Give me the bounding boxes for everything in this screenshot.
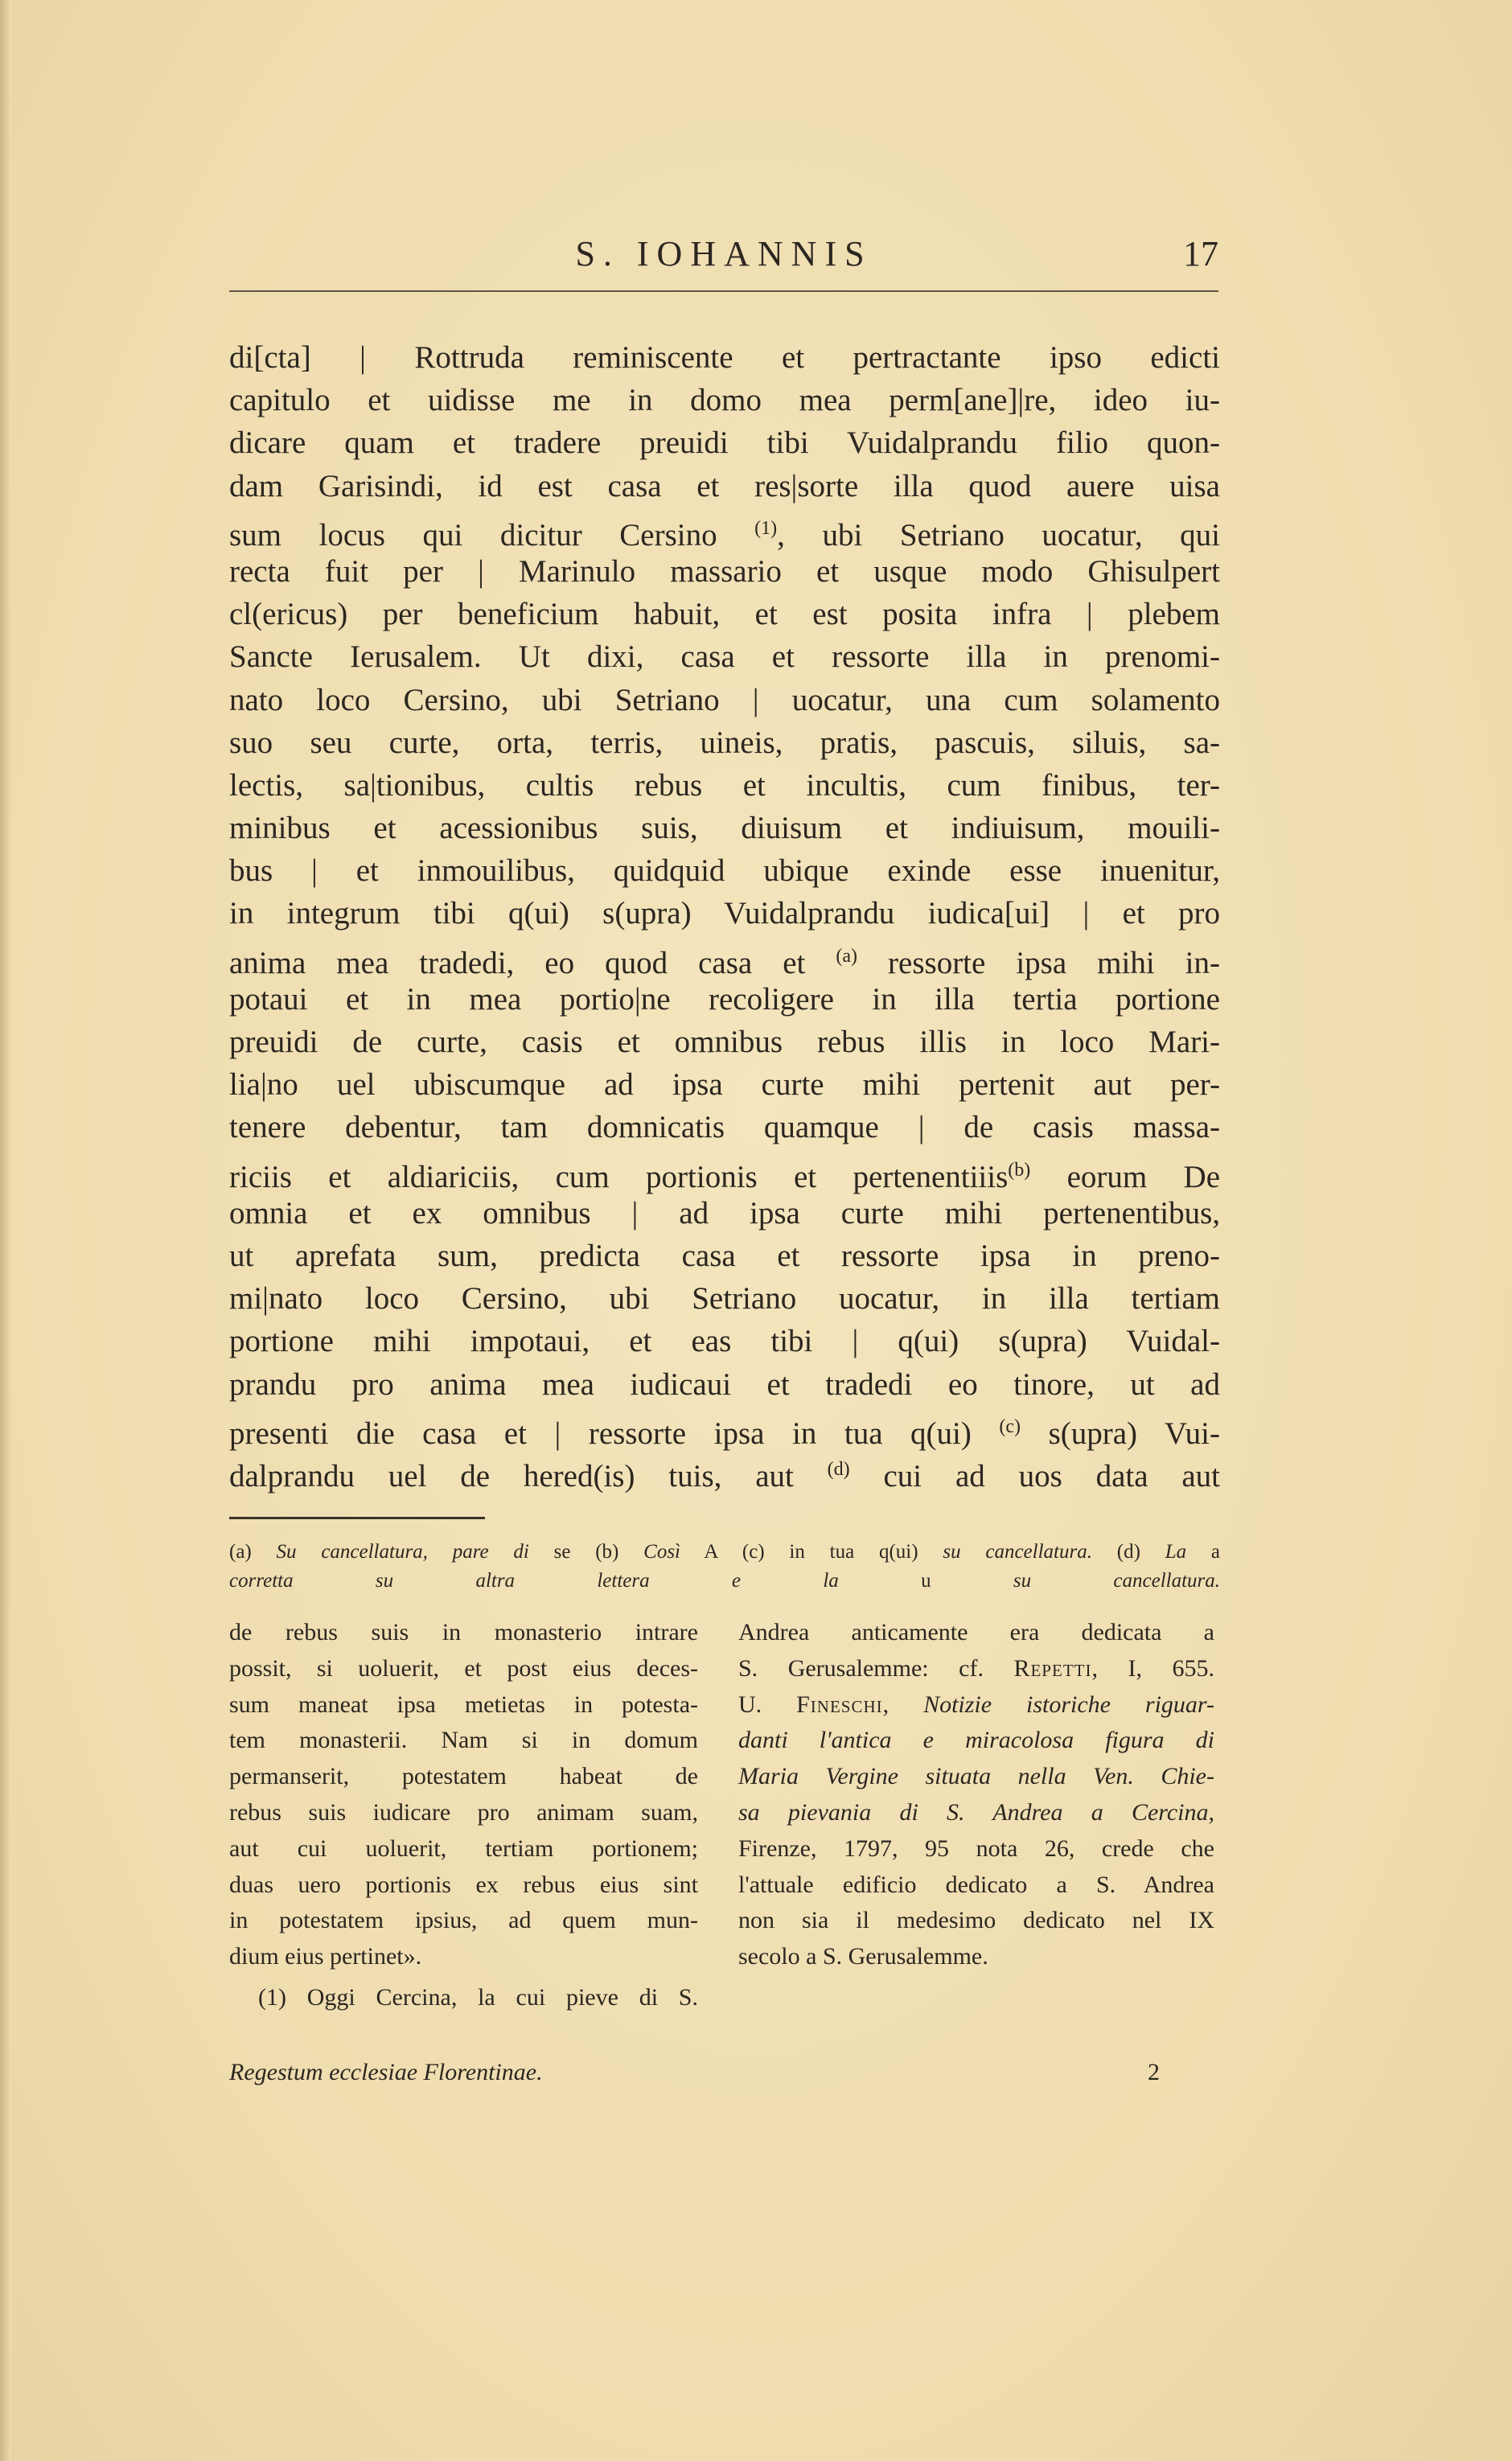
text-segment: tenere debentur, tam domnicatis quamque | de casis massa- [229,1110,1220,1145]
text-line [738,1615,1214,1651]
text-segment: Andrea anticamente era dedicata a [738,1619,1214,1645]
text-segment: Repetti [1013,1654,1092,1682]
text-segment: preuidi de curte, casis et omnibus rebus illis in loco Mari- [229,1025,1220,1059]
text-segment: U. [738,1691,797,1718]
text-segment: bus | et inmouilibus, quidquid ubique exinde esse inuenitur, [229,853,1220,889]
text-segment: portione mihi impotaui, et eas tibi | q(ui) s(upra) Vuidal- [229,1324,1220,1359]
text-line [738,1831,1214,1867]
text-line [229,550,1220,593]
signature-mark: 2 [1148,2059,1160,2085]
text-segment: in integrum tibi q(ui) s(upra) Vuidalprandu iudica[ui] | et pro [229,896,1220,931]
text-line [229,593,1220,635]
text-segment: permanserit, potestatem habeat de [229,1763,698,1790]
text-line [229,465,1220,507]
text-line [229,1831,698,1867]
text-line [229,1192,1220,1235]
text-segment: sa pievania di S. Andrea a Cercina, [738,1798,1214,1826]
text-line [229,764,1220,807]
text-line [738,1687,1214,1724]
text-line [738,1759,1214,1795]
footnote-marker: (c) [999,1415,1021,1437]
text-segment: (1) Oggi Cercina, la cui pieve di S. [258,1983,698,2011]
text-line [229,507,1220,553]
text-segment: lia|no uel ubiscumque ad ipsa curte mihi pertenit aut per- [229,1067,1220,1103]
text-segment: dicare quam et tradere preuidi tibi Vuidalprandu filio quon- [229,425,1220,461]
text-segment: , ubi Setriano uocatur, qui [777,517,1220,553]
text-segment: a [1186,1541,1220,1563]
text-line [738,1723,1214,1759]
text-line [229,1615,698,1651]
text-segment: tem monasterii. Nam si in domum [229,1727,698,1754]
text-line [229,849,1220,892]
text-segment: capitulo et uidisse me in domo mea perm[ane]|re, ideo iu- [229,383,1220,418]
text-segment: ut aprefata sum, predicta casa et ressorte ipsa in preno- [229,1238,1220,1273]
text-line [229,892,1220,935]
footnote-column-left [229,1615,698,2016]
text-line [229,336,1220,379]
text-segment: mi|nato loco Cersino, ubi Setriano uocatur, in illa tertiam [229,1281,1220,1317]
text-line [229,1980,698,2016]
text-segment: dam Garisindi, id est casa et res|sorte illa quod auere uisa [229,468,1220,503]
text-segment: dalprandu uel de hered(is) tuis, aut [229,1458,828,1493]
text-segment: aut cui uoluerit, tertiam portionem; [229,1834,698,1862]
text-line [229,1277,1220,1320]
text-line [229,1687,698,1724]
running-title: S. IOHANNIS [575,234,873,273]
text-segment: corretta su altra lettera e la [229,1570,839,1592]
text-segment: non sia il medesimo dedicato nel IX [738,1907,1214,1934]
text-segment: , I, 655. [1091,1654,1214,1682]
text-segment: Così [643,1541,681,1563]
text-segment: presenti die casa et | ressorte ipsa in tua q(ui) [229,1415,1000,1451]
text-line [229,1320,1220,1362]
text-segment: secolo a S. Gerusalemme. [738,1943,988,1970]
text-line [738,1651,1214,1687]
text-segment: di[cta] | Rottruda reminiscente et pertractante ipso edicti [229,340,1220,375]
text-line [229,1567,1220,1596]
text-segment: su cancellatura. [1013,1570,1221,1592]
text-segment: sum maneat ipsa metietas in potesta- [229,1691,698,1718]
text-line [229,1795,698,1831]
text-segment: sum locus qui dicitur Cersino [229,517,755,553]
text-segment: (d) [1091,1541,1165,1563]
text-segment: danti l'antica e miracolosa figura di [738,1727,1214,1754]
running-header [229,233,1218,281]
header-rule [229,290,1218,292]
text-segment: eorum De [1030,1159,1221,1194]
text-segment: prandu pro anima mea iudicaui et tradedi eo tinore, ut ad [229,1366,1220,1402]
text-segment: , [882,1691,924,1718]
text-segment: S. Gerusalemme: cf. [738,1654,1014,1682]
text-segment: Maria Vergine situata nella Ven. Chie- [738,1763,1214,1790]
text-line [738,1903,1214,1939]
text-line [229,1406,1221,1451]
text-segment: u [838,1570,1013,1592]
text-segment: La [1165,1541,1187,1563]
text-segment: de rebus suis in monasterio intrare [229,1619,698,1645]
text-line [229,1939,698,1975]
text-line [229,1149,1220,1192]
text-segment: cl(ericus) per beneficium habuit, et est posita infra | plebem [229,597,1220,632]
text-line [229,1759,698,1795]
text-segment: Sancte Ierusalem. Ut dixi, casa et ressorte illa in prenomi- [229,639,1220,675]
text-line [229,935,1220,978]
footnote-rule [229,1517,485,1519]
text-line [229,1106,1220,1148]
text-line [738,1939,1214,1975]
footnote-marker: (1) [754,517,778,539]
page-number: 17 [1183,234,1218,273]
text-line [229,679,1220,721]
text-segment: suo seu curte, orta, terris, uineis, pratis, pascuis, siluis, sa- [229,725,1220,760]
text-line [229,1723,698,1759]
text-segment: rebus suis iudicare pro animam suam, [229,1798,698,1826]
text-segment: (a) [229,1541,277,1563]
text-segment: dium eius pertinet». [229,1943,422,1970]
footnote-marker: (b) [1008,1159,1031,1181]
text-segment: ressorte ipsa mihi in- [857,945,1220,980]
text-line [738,1795,1214,1831]
text-segment: s(upra) Vui- [1021,1415,1221,1451]
text-line [229,1448,1220,1491]
text-line [229,421,1220,464]
text-line [229,1235,1220,1277]
text-line [229,1538,1220,1567]
text-segment: Su cancellatura, pare di [276,1541,529,1563]
text-line [229,1651,698,1687]
text-segment: se (b) [528,1541,644,1563]
footnote-marker: (a) [836,945,858,967]
text-line [229,978,1220,1021]
text-segment: possit, si uoluerit, et post eius deces- [229,1654,698,1682]
text-line [229,1903,698,1939]
text-segment: potaui et in mea portio|ne recoligere in illa tertia portione [229,981,1220,1017]
text-line [229,1021,1220,1063]
text-line [229,721,1220,764]
text-line [229,379,1220,421]
text-segment: cui ad uos data aut [849,1458,1220,1493]
text-segment: nato loco Cersino, ubi Setriano | uocatur, una cum solamento [229,682,1220,717]
text-segment: Notizie istoriche riguar- [923,1691,1214,1718]
text-line [229,1867,698,1904]
text-line [229,807,1220,849]
text-segment: riciis et aldiariciis, cum portionis et pertenentiiis [229,1159,1009,1194]
text-segment: l'attuale edificio dedicato a S. Andrea [738,1871,1214,1898]
text-segment: Fineschi [796,1691,883,1718]
text-segment: lectis, sa|tionibus, cultis rebus et incultis, cum finibus, ter- [229,767,1220,803]
main-text [229,336,1220,1491]
footnote-marker: (d) [827,1458,850,1480]
footer-title: Regestum ecclesiae Florentinae. [229,2059,543,2085]
page-edge [0,0,11,2461]
text-segment: in potestatem ipsius, ad quem mun- [229,1907,698,1934]
footnote-column-right [738,1615,1214,1975]
text-line [738,1867,1214,1904]
text-segment: duas uero portionis ex rebus eius sint [229,1871,698,1898]
text-segment: recta fuit per | Marinulo massario et usque modo Ghisulpert [229,553,1220,589]
text-segment: A (c) in tua q(ui) [680,1541,943,1563]
text-segment: anima mea tradedi, eo quod casa et [229,945,836,980]
text-segment: su cancellatura. [943,1541,1092,1563]
text-line [229,635,1220,678]
text-line [229,1063,1220,1106]
text-line [229,1363,1220,1406]
text-segment: omnia et ex omnibus | ad ipsa curte mihi pertenentibus, [229,1195,1220,1230]
critical-apparatus [229,1538,1220,1596]
text-segment: Firenze, 1797, 95 nota 26, crede che [738,1834,1214,1862]
text-segment: minibus et acessionibus suis, diuisum et indiuisum, mouili- [229,811,1220,846]
